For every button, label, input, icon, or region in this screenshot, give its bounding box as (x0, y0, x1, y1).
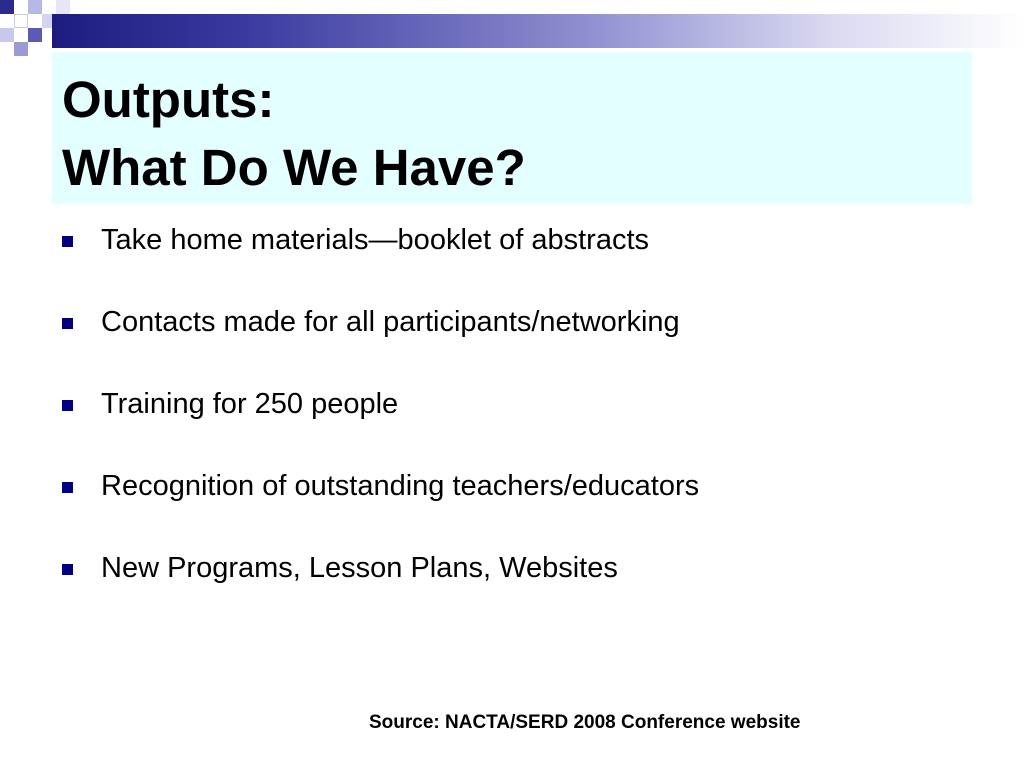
decorative-square (28, 28, 42, 42)
bullet-text: Recognition of outstanding teachers/educators (101, 470, 700, 502)
bullet-list (62, 218, 992, 628)
decorative-square (28, 0, 42, 14)
bullet-text: New Programs, Lesson Plans, Websites (101, 552, 618, 584)
decorative-square (14, 42, 28, 56)
bullet-item (62, 546, 992, 628)
decorative-square (56, 0, 70, 14)
bullet-text: Contacts made for all participants/networking (101, 306, 680, 338)
square-bullet-icon (62, 564, 73, 575)
slide-title-line-1: Outputs: (62, 71, 275, 128)
bullet-text: Training for 250 people (101, 388, 399, 420)
bullet-item (62, 218, 992, 300)
header-gradient-bar (52, 14, 1024, 48)
square-bullet-icon (62, 482, 73, 493)
square-bullet-icon (62, 318, 73, 329)
slide-title-line-2: What Do We Have? (62, 139, 526, 196)
bullet-item (62, 464, 992, 546)
bullet-text: Take home materials—booklet of abstracts (101, 224, 650, 256)
square-bullet-icon (62, 236, 73, 247)
bullet-item (62, 300, 992, 382)
source-citation: Source: NACTA/SERD 2008 Conference website (369, 712, 801, 733)
square-bullet-icon (62, 400, 73, 411)
bullet-item (62, 382, 992, 464)
title-box (52, 52, 972, 204)
decorative-square (0, 0, 14, 14)
decorative-square (0, 28, 14, 42)
decorative-square (14, 14, 28, 28)
